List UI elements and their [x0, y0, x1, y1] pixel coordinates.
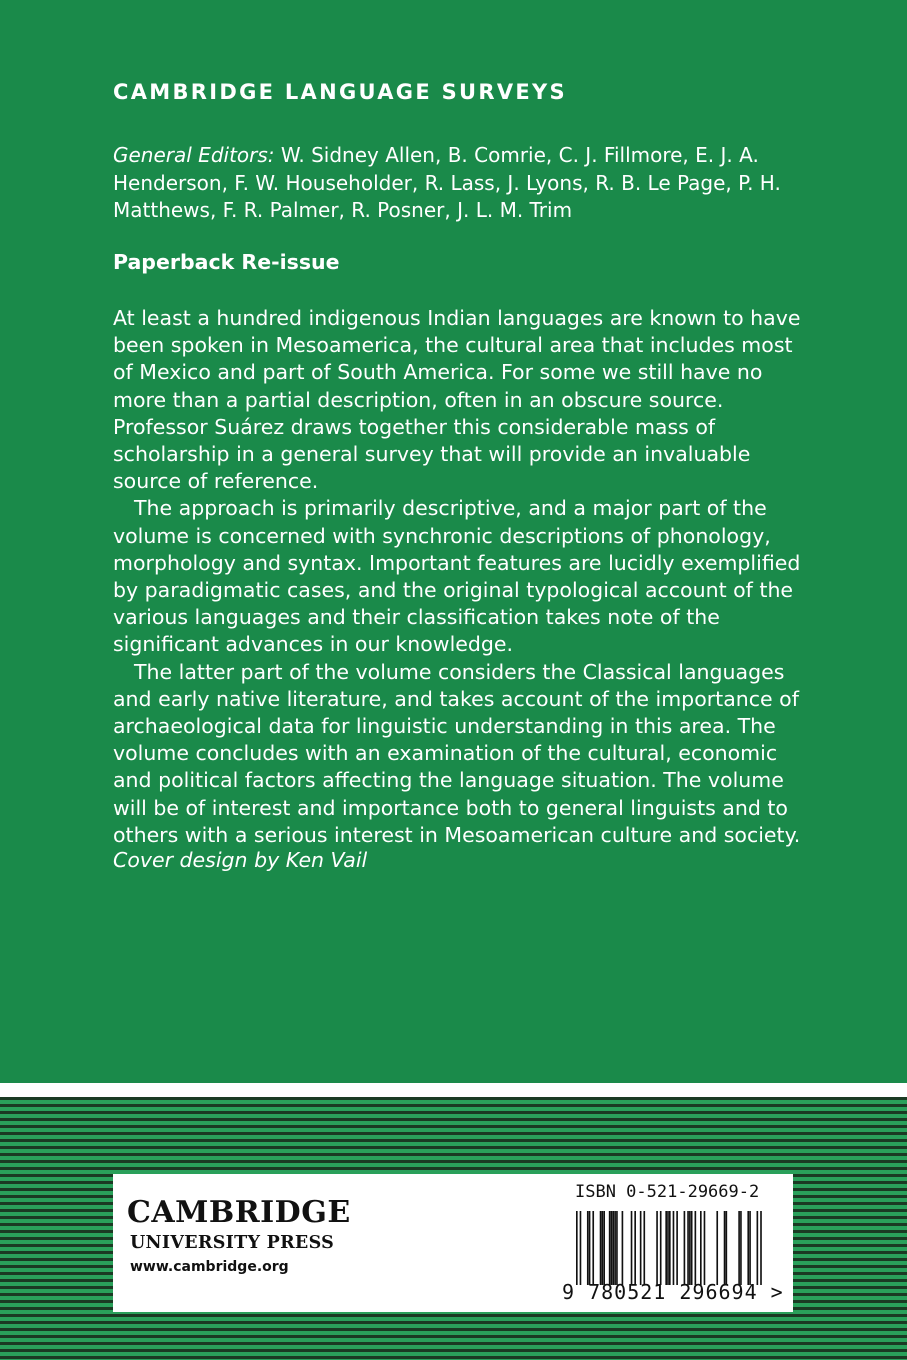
barcode-bar [716, 1211, 718, 1285]
ean-number: 9 780521 296694 > [562, 1280, 784, 1304]
barcode-bar [603, 1211, 605, 1285]
barcode-bar [760, 1211, 762, 1285]
barcode-bar [740, 1211, 742, 1285]
barcode-bar [747, 1211, 749, 1285]
barcode-bar [669, 1211, 671, 1285]
publisher-logo-name: CAMBRIDGE [127, 1195, 351, 1230]
barcode-bar [689, 1211, 691, 1285]
isbn-text: ISBN 0-521-29669-2 [575, 1182, 760, 1202]
editors-names: W. Sidney Allen, B. Comrie, C. J. Fillmore, E. J. A. Henderson, F. W. Householder, R. Lass, J. Lyons, R. B. Le Page, P. H. Matthews, F. R. Palmer, R. Posner, J. L. M. Trim [113, 143, 781, 222]
barcode-bar [704, 1211, 706, 1285]
barcode-bar [724, 1211, 726, 1285]
white-band [0, 1083, 907, 1097]
barcode-bar [587, 1211, 589, 1285]
barcode-bar [738, 1211, 740, 1285]
barcode-bar [589, 1211, 591, 1285]
blurb-paragraph-3: The latter part of the volume considers the Classical languages and early native literature, and takes account of the importance of archaeological data for linguistic understanding in this area. The volume concludes with an examination of the cultural, economic and political factors affecting the language situation. The volume will be of interest and importance both to general linguists and to others with a serious interest in Mesoamerican culture and society. [113, 659, 801, 847]
barcode-bar [622, 1211, 624, 1285]
barcode-bar [634, 1211, 636, 1285]
barcode-bar [700, 1211, 702, 1285]
barcode-bar [695, 1211, 697, 1285]
general-editors [113, 142, 813, 225]
barcode-bar [614, 1211, 616, 1285]
barcode-bar [691, 1211, 693, 1285]
barcode-bar [640, 1211, 642, 1285]
barcode-bar [726, 1211, 728, 1285]
edition-label: Paperback Re-issue [113, 250, 340, 274]
barcode-bar [643, 1211, 645, 1285]
barcode-bar [576, 1211, 578, 1285]
cover-design-credit: Cover design by Ken Vail [113, 848, 368, 872]
publisher-logo-subname: UNIVERSITY PRESS [130, 1233, 335, 1253]
barcode-bar [611, 1211, 613, 1285]
barcode [576, 1211, 762, 1285]
barcode-bar [684, 1211, 686, 1285]
blurb-paragraph-1: At least a hundred indigenous Indian languages are known to have been spoken in Mesoamerica, the cultural area that includes most of Mexico and part of South America. For some we still have no more than a partial description, often in an obscure source. Professor Suárez draws together this considerable mass of scholarship in a general survey that will provide an invaluable source of reference. [113, 306, 801, 494]
series-title: CAMBRIDGE LANGUAGE SURVEYS [113, 80, 567, 104]
barcode-bar [667, 1211, 669, 1285]
barcode-bar [616, 1211, 618, 1285]
barcode-bar [665, 1211, 667, 1285]
blurb-paragraph-2: The approach is primarily descriptive, and a major part of the volume is concerned with synchronic descriptions of phonology, morphology and syntax. Important features are lucidly exemplified by paradigmatic cases, and the original typological account of the various languages and their classification takes note of the significant advances in our knowledge. [113, 496, 801, 657]
barcode-bar [676, 1211, 678, 1285]
barcode-bar [673, 1211, 675, 1285]
barcode-bar [656, 1211, 658, 1285]
barcode-bar [602, 1211, 604, 1285]
barcode-bar [592, 1211, 594, 1285]
publisher-label [113, 1174, 793, 1312]
editors-label: General Editors: [113, 143, 275, 167]
barcode-bar [580, 1211, 582, 1285]
barcode-bar [609, 1211, 611, 1285]
publisher-website: www.cambridge.org [130, 1259, 289, 1275]
barcode-bar [749, 1211, 751, 1285]
barcode-bar [612, 1211, 614, 1285]
barcode-bar [687, 1211, 689, 1285]
barcode-bar [660, 1211, 662, 1285]
blurb [113, 305, 803, 849]
barcode-bar [600, 1211, 602, 1285]
barcode-bar [757, 1211, 759, 1285]
barcode-bar [631, 1211, 633, 1285]
